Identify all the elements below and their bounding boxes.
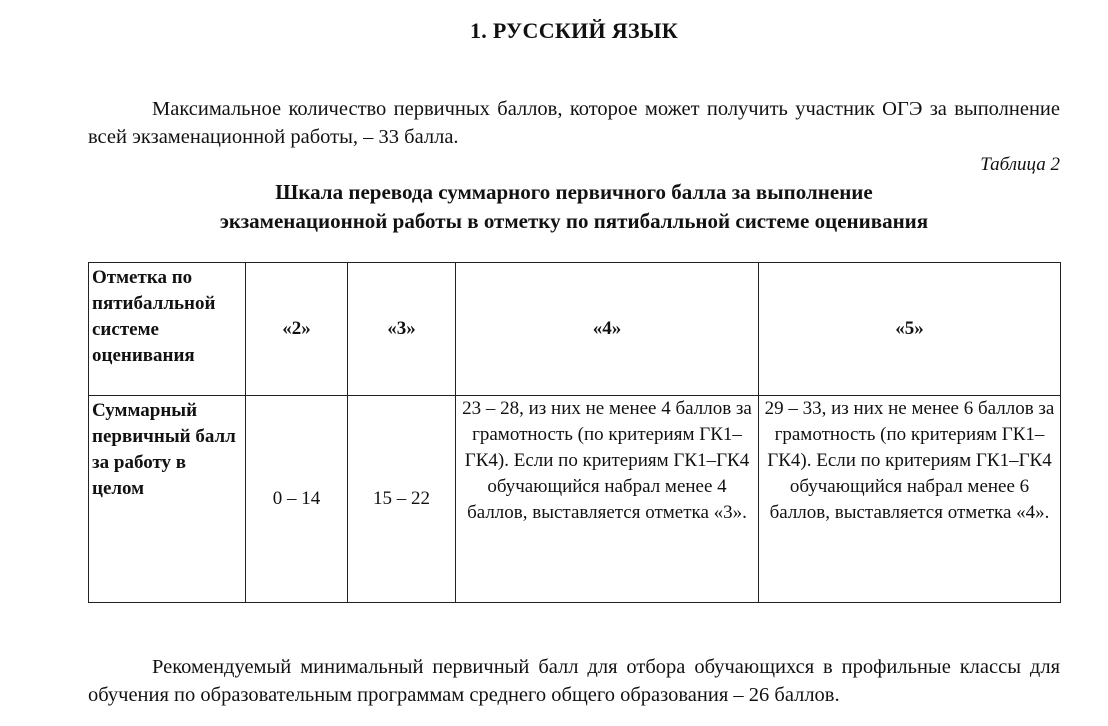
header-label-cell: Отметка по пятибалльной системе оценивания — [89, 263, 246, 396]
score-cell-2: 0 – 14 — [246, 396, 348, 603]
table-title-line-1: Шкала перевода суммарного первичного балла за выполнение — [275, 180, 873, 204]
score-cell-4: 23 – 28, из них не менее 4 баллов за грамотность (по критериям ГК1–ГК4). Если по критериям ГК1–ГК4 обучающийся набрал менее 4 баллов, выставляется отметка «3». — [456, 396, 759, 603]
table-row-scores — [89, 396, 1061, 603]
score-cell-3: 15 – 22 — [348, 396, 456, 603]
grade-cell-3: «3» — [348, 263, 456, 396]
table-row-grades — [89, 263, 1061, 396]
table-title-line-2: экзаменационной работы в отметку по пятибалльной системе оценивания — [219, 209, 929, 233]
grade-cell-2: «2» — [246, 263, 348, 396]
grade-cell-4: «4» — [456, 263, 759, 396]
footer-paragraph: Рекомендуемый минимальный первичный балл для отбора обучающихся в профильные классы для обучения по образовательным программам среднего общего образования – 26 баллов. — [88, 655, 1060, 706]
score-cell-5: 29 – 33, из них не менее 6 баллов за грамотность (по критериям ГК1–ГК4). Если по критериям ГК1–ГК4 обучающийся набрал менее 6 баллов, выставляется отметка «4». — [759, 396, 1061, 603]
table-title — [88, 178, 1060, 236]
intro-paragraph: Максимальное количество первичных баллов, которое может получить участник ОГЭ за выполнение всей экзаменационной работы, – 33 балла. — [88, 97, 1060, 148]
section-title: 1. РУССКИЙ ЯЗЫК — [469, 18, 679, 43]
grading-scale-table — [88, 262, 1061, 603]
score-label-cell: Суммарный первичный балл за работу в целом — [89, 396, 246, 603]
table-caption: Таблица 2 — [980, 154, 1060, 175]
grade-cell-5: «5» — [759, 263, 1061, 396]
